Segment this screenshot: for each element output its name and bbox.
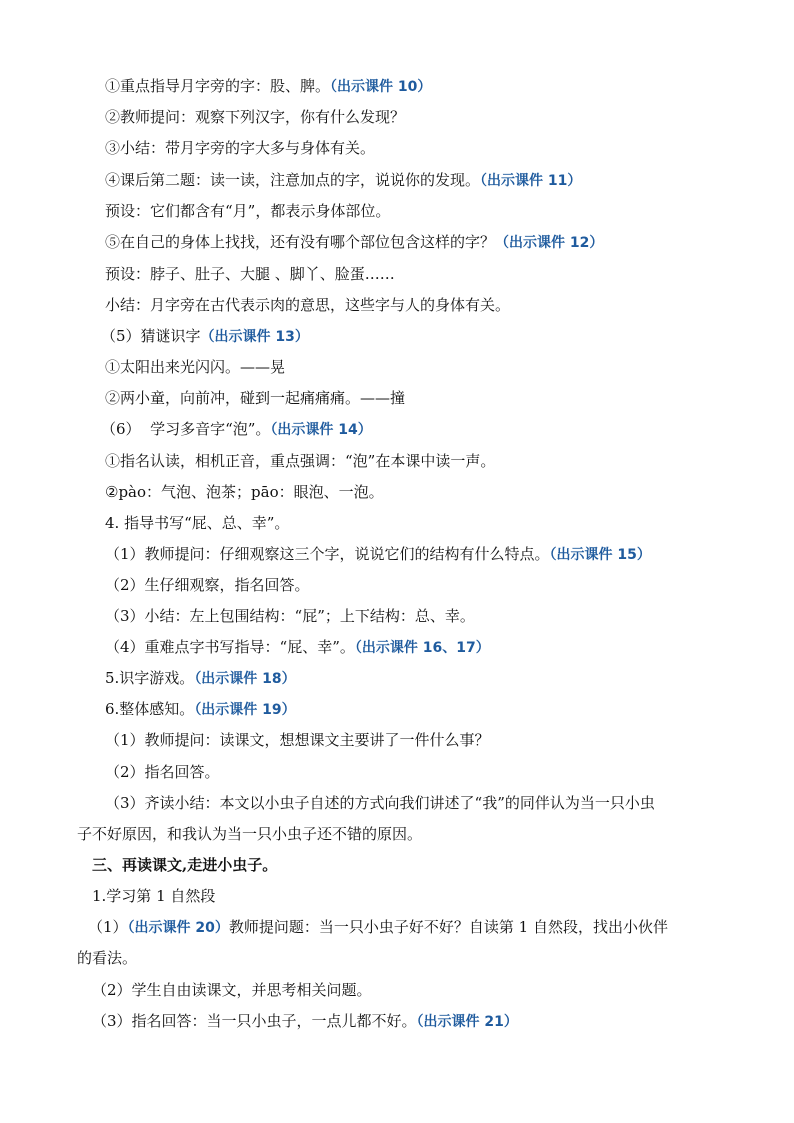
courseware-ref: （出示课件 18） — [194, 671, 296, 687]
courseware-ref: （出示课件 11） — [480, 173, 582, 189]
text-line: （2）生仔细观察，指名回答。 — [105, 576, 310, 594]
text-line: （5）猜谜识字（出示课件 13） — [101, 327, 309, 345]
text-line: （2）指名回答。 — [105, 763, 220, 781]
text-line: （3）小结：左上包围结构：“屁”；上下结构：总、幸。 — [105, 607, 475, 625]
text-line: （1）教师提问：读课文，想想课文主要讲了一件什么事？ — [105, 731, 490, 749]
text-line: ③小结：带月字旁的字大多与身体有关。 — [105, 139, 376, 157]
text-line: ①指名认读，相机正音，重点强调：“泡”在本课中读一声。 — [105, 452, 496, 470]
text-line: （1）（出示课件 20）教师提问题：当一只小虫子好不好？自读第 1 自然段，找出小伙伴 — [88, 918, 668, 936]
courseware-ref: （出示课件 12） — [495, 235, 604, 251]
text-line: ②两小童，向前冲，碰到一起痛痛痛。——撞 — [105, 389, 406, 407]
text-line: 6.整体感知。（出示课件 19） — [105, 700, 296, 718]
text-line: （6） 学习多音字“泡”。（出示课件 14） — [101, 420, 372, 438]
courseware-ref: （出示课件 16、17） — [354, 640, 490, 656]
text-line: （1）教师提问：仔细观察这三个字，说说它们的结构有什么特点。（出示课件 15） — [105, 545, 651, 563]
text-line: 预设：脖子、肚子、大腿 、脚丫、脸蛋…… — [105, 265, 395, 283]
text-line: ①重点指导月字旁的字：股、脾。（出示课件 10） — [105, 77, 432, 95]
text-line: 4. 指导书写“屁、总、幸”。 — [105, 514, 290, 532]
courseware-ref: （出示课件 10） — [330, 79, 432, 95]
text-line: 的看法。 — [77, 949, 138, 967]
text-line: （3）齐读小结：本文以小虫子自述的方式向我们讲述了“我”的同伴认为当一只小虫 — [105, 794, 655, 812]
text-line: 预设：它们都含有“月”，都表示身体部位。 — [105, 202, 391, 220]
text-line: ①太阳出来光闪闪。——晃 — [105, 358, 286, 376]
courseware-ref: （出示课件 19） — [194, 702, 296, 718]
text-line: 1.学习第 1 自然段 — [92, 887, 216, 905]
section-heading: 三、再读课文,走进小虫子。 — [92, 856, 278, 874]
courseware-ref: （出示课件 21） — [416, 1014, 518, 1030]
text-line: （4）重难点字书写指导：“屁、幸”。（出示课件 16、17） — [105, 638, 490, 656]
courseware-ref: （出示课件 20） — [127, 920, 229, 936]
courseware-ref: （出示课件 14） — [270, 422, 372, 438]
text-line: ④课后第二题：读一读，注意加点的字，说说你的发现。（出示课件 11） — [105, 171, 582, 189]
text-line: ②pào：气泡、泡茶；pāo：眼泡、一泡。 — [105, 483, 384, 501]
courseware-ref: （出示课件 13） — [200, 329, 309, 345]
text-line: 小结：月字旁在古代表示肉的意思，这些字与人的身体有关。 — [105, 296, 511, 314]
courseware-ref: （出示课件 15） — [549, 547, 651, 563]
text-line: 子不好原因，和我认为当一只小虫子还不错的原因。 — [77, 825, 423, 843]
text-line: 5.识字游戏。（出示课件 18） — [105, 669, 296, 687]
text-line: ②教师提问：观察下列汉字，你有什么发现？ — [105, 108, 406, 126]
text-line: （3）指名回答：当一只小虫子，一点儿都不好。（出示课件 21） — [92, 1012, 518, 1030]
text-line: ⑤在自己的身体上找找，还有没有哪个部位包含这样的字？（出示课件 12） — [105, 233, 604, 251]
text-line: （2）学生自由读课文，并思考相关问题。 — [92, 981, 372, 999]
